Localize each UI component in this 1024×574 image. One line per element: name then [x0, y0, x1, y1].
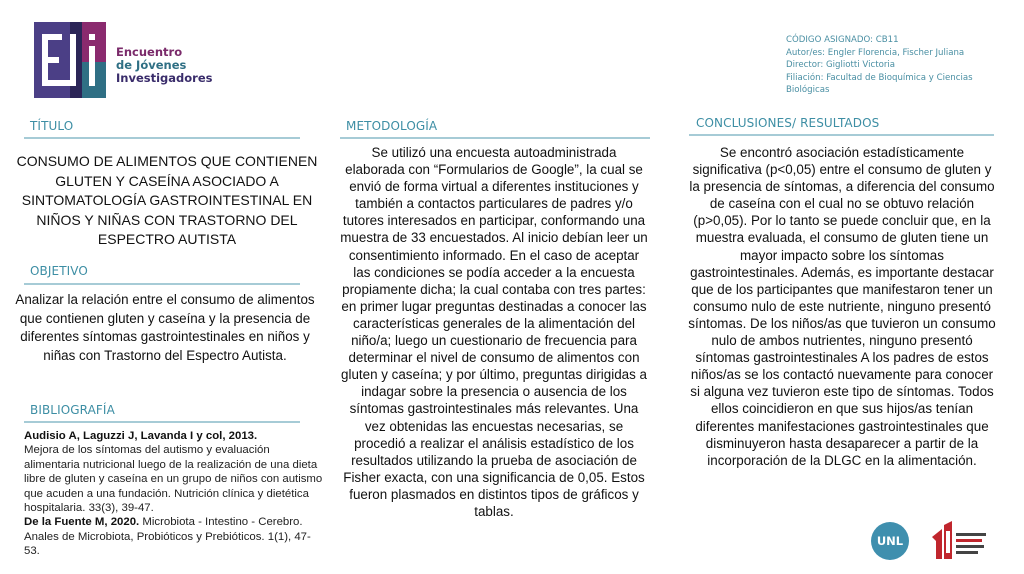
bibliografia-heading: BIBLIOGRAFÍA — [30, 403, 115, 417]
objetivo-rule — [24, 283, 300, 285]
eji-logo-mark — [34, 22, 106, 98]
reference-2-text: Microbiota - Intestino - Cerebro. Anales de Microbiota, Probióticos y Prebióticos. 1(1), 47-53. — [24, 516, 311, 558]
bibliography-list — [24, 429, 324, 559]
affiliation: Filiación: Facultad de Bioquímica y Ciencias Biológicas — [786, 72, 973, 96]
objetivo-text: Analizar la relación entre el consumo de alimentos que contienen gluten y caseína y la presencia de diferentes síntomas gastrointestinales en niños y niñas con Trastorno del Espectro Autista. — [15, 292, 315, 363]
titulo-rule — [24, 137, 300, 139]
conclusiones-text: Se encontró asociación estadísticamente significativa (p<0,05) entre el consumo de gluten y la presencia de síntomas, a diferencia del consumo de caseína con el cual no se obtuvo relación (p>0,05). Por lo tanto se puede concluir que, en la muestra evaluada, el consumo de gluten tiene un mayor impacto sobre los síntomas gastrointestinales. Además, es importante destacar que de los participantes que manifestaron tener un consumo nulo de este nutriente, ninguno presentó síntomas. De los niños/as que tuvieron un consumo nulo de ambos nutrientes, ninguno presentó síntomas gastrointestinales A los padres de estos niños/as se los contactó nuevamente para conocer si alguna vez tuvieron este tipo de síntomas. Todos ellos coincidieron en que sus hijos/as tenían diferentes manifestaciones gastrointestinales que disminuyeron hasta desaparecer a partir de la incorporación de la DLGC en la alimentación. — [688, 145, 996, 468]
bibliografia-rule — [24, 421, 300, 423]
poster-title: CONSUMO DE ALIMENTOS QUE CONTIENEN GLUTEN Y CASEÍNA ASOCIADO A SINTOMATOLOGÍA GASTROINTESTINAL EN NIÑOS Y NIÑAS CON TRASTORNO DEL ESPECTRO AUTISTA — [16, 153, 318, 248]
assigned-code: CÓDIGO ASIGNADO: CB11 — [786, 35, 899, 45]
authors: Autor/es: Engler Florencia, Fischer Juliana — [786, 47, 965, 58]
reference-1-text: Mejora de los síntomas del autismo y evaluación alimentaria nutricional luego de la realización de una dieta libre de gluten y caseína en un grupo de niños con autismo que acuden a una fundación. Nutrición clínica y dietética hospitalaria. 33(3), 39-47. — [24, 444, 323, 515]
metodologia-rule — [340, 137, 650, 139]
reference-1 — [24, 429, 324, 515]
reference-1-authors: Audisio A, Laguzzi J, Lavanda I y col, 2013. — [24, 430, 258, 442]
logo-line-2: de Jóvenes — [116, 58, 187, 72]
conclusiones-heading: CONCLUSIONES/ RESULTADOS — [696, 116, 880, 130]
objetivo-heading: OBJETIVO — [30, 264, 88, 278]
fuu-logo — [928, 519, 988, 563]
fuu-label: Federación Universitaria del Litoral — [928, 519, 944, 520]
titulo-heading: TÍTULO — [30, 119, 74, 133]
eji-logo-text — [116, 46, 213, 85]
logo-line-3: Investigadores — [116, 71, 213, 85]
logo-line-1: Encuentro — [116, 45, 183, 59]
unl-logo: UNL — [871, 522, 909, 560]
reference-2-authors: De la Fuente M, 2020. — [24, 516, 140, 529]
header-info — [786, 34, 1001, 97]
metodologia-heading: METODOLOGÍA — [346, 119, 438, 133]
director: Director: Gigliotti Victoria — [786, 60, 896, 71]
reference-2 — [24, 515, 324, 558]
metodologia-text: Se utilizó una encuesta autoadministrada elaborada con “Formularios de Google”, la cual se envió de forma virtual a diferentes instituciones y también a contactos particulares de padres y/o tutores interesados en participar, conformando una muestra de 33 encuestados. Al inicio debían leer un consentimiento informado. En el caso de aceptar las condiciones se podía acceder a la encuesta propiamente dicha; la cual contaba con tres partes: en primer lugar preguntas destinadas a conocer las características generales de la alimentación del niño/a; luego un cuestionario de frecuencia para determinar el nivel de consumo de alimentos con gluten y caseína; y por último, preguntas dirigidas a indagar sobre la presencia o ausencia de los síntomas gastrointestinales más relevantes. Una vez obtenidas las encuestas necesarias, se procedió a realizar el análisis estadístico de los resultados utilizando la prueba de asociación de Fisher exacta, con una significancia de 0,05. Estos fueron plasmados en distintos tipos de gráficos y tablas. — [340, 145, 648, 519]
conclusiones-rule — [689, 134, 994, 136]
